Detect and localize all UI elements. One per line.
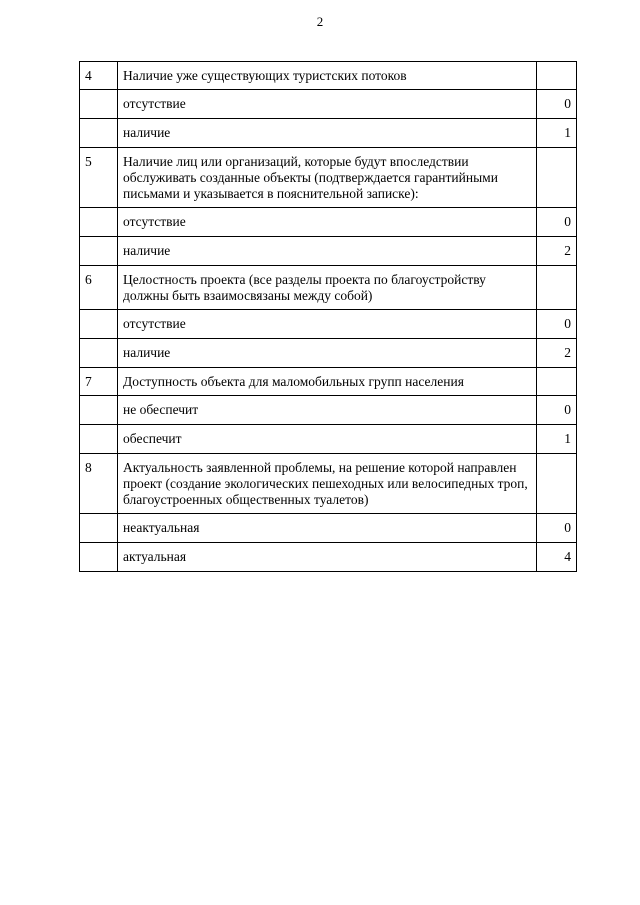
option-label: наличие bbox=[118, 339, 537, 368]
criterion-number: 8 bbox=[80, 454, 118, 514]
option-row bbox=[80, 396, 577, 425]
criterion-row bbox=[80, 368, 577, 396]
option-score: 4 bbox=[537, 543, 577, 572]
criterion-number: 4 bbox=[80, 62, 118, 90]
option-label: не обеспечит bbox=[118, 396, 537, 425]
option-number-empty bbox=[80, 396, 118, 425]
option-row bbox=[80, 208, 577, 237]
option-number-empty bbox=[80, 514, 118, 543]
option-label: отсутствие bbox=[118, 208, 537, 237]
option-number-empty bbox=[80, 425, 118, 454]
option-row bbox=[80, 237, 577, 266]
criterion-title: Наличие лиц или организаций, которые будут впоследствии обслуживать созданные объекты (подтверждается гарантийными письмами и указывается в пояснительной записке): bbox=[118, 148, 537, 208]
option-label: неактуальная bbox=[118, 514, 537, 543]
criteria-table bbox=[79, 61, 577, 572]
criterion-title: Доступность объекта для маломобильных групп населения bbox=[118, 368, 537, 396]
option-score: 0 bbox=[537, 90, 577, 119]
criterion-row bbox=[80, 62, 577, 90]
criterion-score-empty bbox=[537, 454, 577, 514]
option-score: 0 bbox=[537, 310, 577, 339]
option-label: актуальная bbox=[118, 543, 537, 572]
criterion-score-empty bbox=[537, 368, 577, 396]
criterion-title: Целостность проекта (все разделы проекта по благоустройству должны быть взаимосвязаны между собой) bbox=[118, 266, 537, 310]
option-score: 0 bbox=[537, 208, 577, 237]
option-score: 2 bbox=[537, 339, 577, 368]
criterion-row bbox=[80, 148, 577, 208]
option-row bbox=[80, 310, 577, 339]
option-number-empty bbox=[80, 119, 118, 148]
criterion-title: Наличие уже существующих туристских потоков bbox=[118, 62, 537, 90]
option-score: 0 bbox=[537, 396, 577, 425]
criterion-score-empty bbox=[537, 148, 577, 208]
option-label: наличие bbox=[118, 237, 537, 266]
option-score: 0 bbox=[537, 514, 577, 543]
option-row bbox=[80, 90, 577, 119]
criterion-row bbox=[80, 454, 577, 514]
page-number: 2 bbox=[316, 14, 324, 29]
criterion-score-empty bbox=[537, 62, 577, 90]
option-label: обеспечит bbox=[118, 425, 537, 454]
criterion-score-empty bbox=[537, 266, 577, 310]
option-row bbox=[80, 339, 577, 368]
criterion-row bbox=[80, 266, 577, 310]
option-number-empty bbox=[80, 237, 118, 266]
criterion-number: 7 bbox=[80, 368, 118, 396]
option-score: 1 bbox=[537, 119, 577, 148]
option-label: наличие bbox=[118, 119, 537, 148]
option-number-empty bbox=[80, 543, 118, 572]
criterion-number: 6 bbox=[80, 266, 118, 310]
option-score: 1 bbox=[537, 425, 577, 454]
option-row bbox=[80, 514, 577, 543]
option-label: отсутствие bbox=[118, 310, 537, 339]
option-number-empty bbox=[80, 208, 118, 237]
option-row bbox=[80, 425, 577, 454]
option-number-empty bbox=[80, 339, 118, 368]
option-row bbox=[80, 543, 577, 572]
option-number-empty bbox=[80, 310, 118, 339]
option-label: отсутствие bbox=[118, 90, 537, 119]
option-number-empty bbox=[80, 90, 118, 119]
option-score: 2 bbox=[537, 237, 577, 266]
option-row bbox=[80, 119, 577, 148]
criterion-title: Актуальность заявленной проблемы, на решение которой направлен проект (создание экологических пешеходных или велосипедных троп, благоустроенных общественных туалетов) bbox=[118, 454, 537, 514]
criterion-number: 5 bbox=[80, 148, 118, 208]
